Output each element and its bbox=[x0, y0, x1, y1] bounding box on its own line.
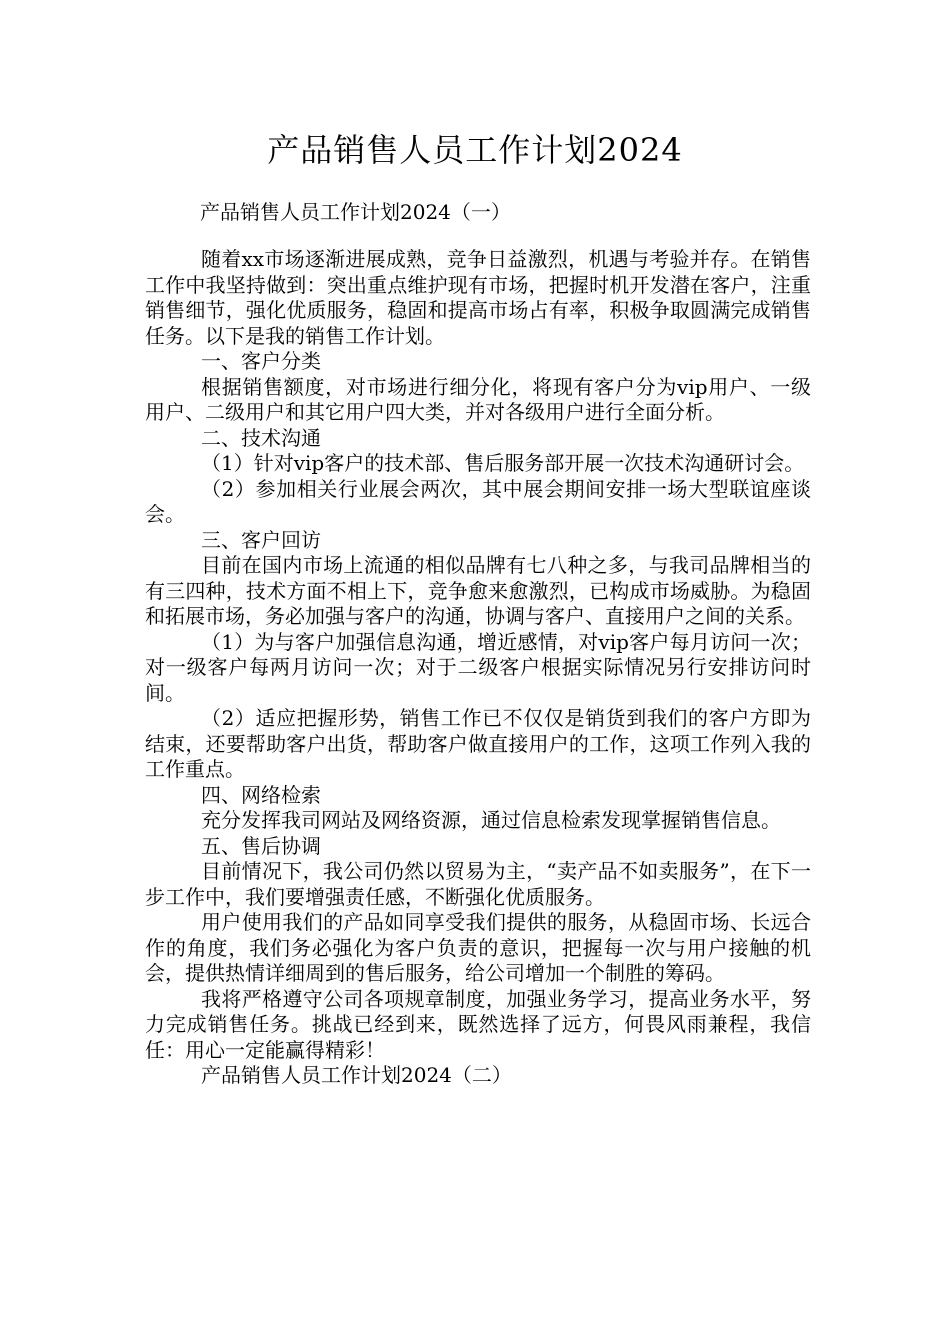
heading-customer-visits: 三、客户回访 bbox=[201, 527, 321, 552]
item-visit-1: （1）为与客户加强信息沟通，增近感情，对vip客户每月访问一次；对一级客户每两月访问一次；对于二级客户根据实际情况另行安排访问时间。 bbox=[145, 629, 811, 705]
paragraph-after-sales-1: 目前情况下，我公司仍然以贸易为主，“卖产品不如卖服务”，在下一步工作中，我们要增强责任感，不断强化优质服务。 bbox=[145, 859, 811, 909]
item-tech-2: （2）参加相关行业展会两次，其中展会期间安排一场大型联谊座谈会。 bbox=[145, 476, 811, 526]
item-tech-1: （1）针对vip客户的技术部、售后服务部开展一次技术沟通研讨会。 bbox=[201, 451, 805, 475]
document-title: 产品销售人员工作计划2024 bbox=[267, 131, 683, 169]
heading-network-search: 四、网络检索 bbox=[201, 782, 321, 807]
paragraph-closing: 我将严格遵守公司各项规章制度，加强业务学习，提高业务水平，努力完成销售任务。挑战已经到来，既然选择了远方，何畏风雨兼程，我信任：用心一定能赢得精彩！ bbox=[145, 986, 811, 1062]
paragraph-network: 充分发挥我司网站及网络资源，通过信息检索发现掌握销售信息。 bbox=[201, 808, 781, 832]
document-body bbox=[145, 247, 811, 1089]
item-visit-2: （2）适应把握形势，销售工作已不仅仅是销货到我们的客户方即为结束，还要帮助客户出货，帮助客户做直接用户的工作，这项工作列入我的工作重点。 bbox=[145, 706, 811, 781]
section-subtitle: 产品销售人员工作计划2024（一） bbox=[200, 200, 511, 224]
section-subtitle-two: 产品销售人员工作计划2024（二） bbox=[201, 1063, 512, 1087]
heading-after-sales: 五、售后协调 bbox=[201, 833, 321, 858]
paragraph-after-sales-2: 用户使用我们的产品如同享受我们提供的服务，从稳固市场、长远合作的角度，我们务必强化为客户负责的意识，把握每一次与用户接触的机会，提供热情详细周到的售后服务，给公司增加一个制胜的筹码。 bbox=[145, 910, 811, 985]
intro-paragraph: 随着xx市场逐渐进展成熟，竞争日益激烈，机遇与考验并存。在销售工作中我坚持做到：突出重点维护现有市场，把握时机开发潜在客户，注重销售细节，强化优质服务，稳固和提高市场占有率，积极争取圆满完成销售任务。以下是我的销售工作计划。 bbox=[145, 247, 811, 348]
heading-technical-communication: 二、技术沟通 bbox=[201, 425, 321, 450]
paragraph-classification: 根据销售额度，对市场进行细分化，将现有客户分为vip用户、一级用户、二级用户和其它用户四大类，并对各级用户进行全面分析。 bbox=[145, 374, 811, 424]
heading-customer-classification: 一、客户分类 bbox=[201, 349, 321, 373]
paragraph-market-situation: 目前在国内市场上流通的相似品牌有七八种之多，与我司品牌相当的有三四种，技术方面不相上下，竞争愈来愈激烈，已构成市场威胁。为稳固和拓展市场，务必加强与客户的沟通，协调与客户、直接用户之间的关系。 bbox=[145, 553, 811, 628]
